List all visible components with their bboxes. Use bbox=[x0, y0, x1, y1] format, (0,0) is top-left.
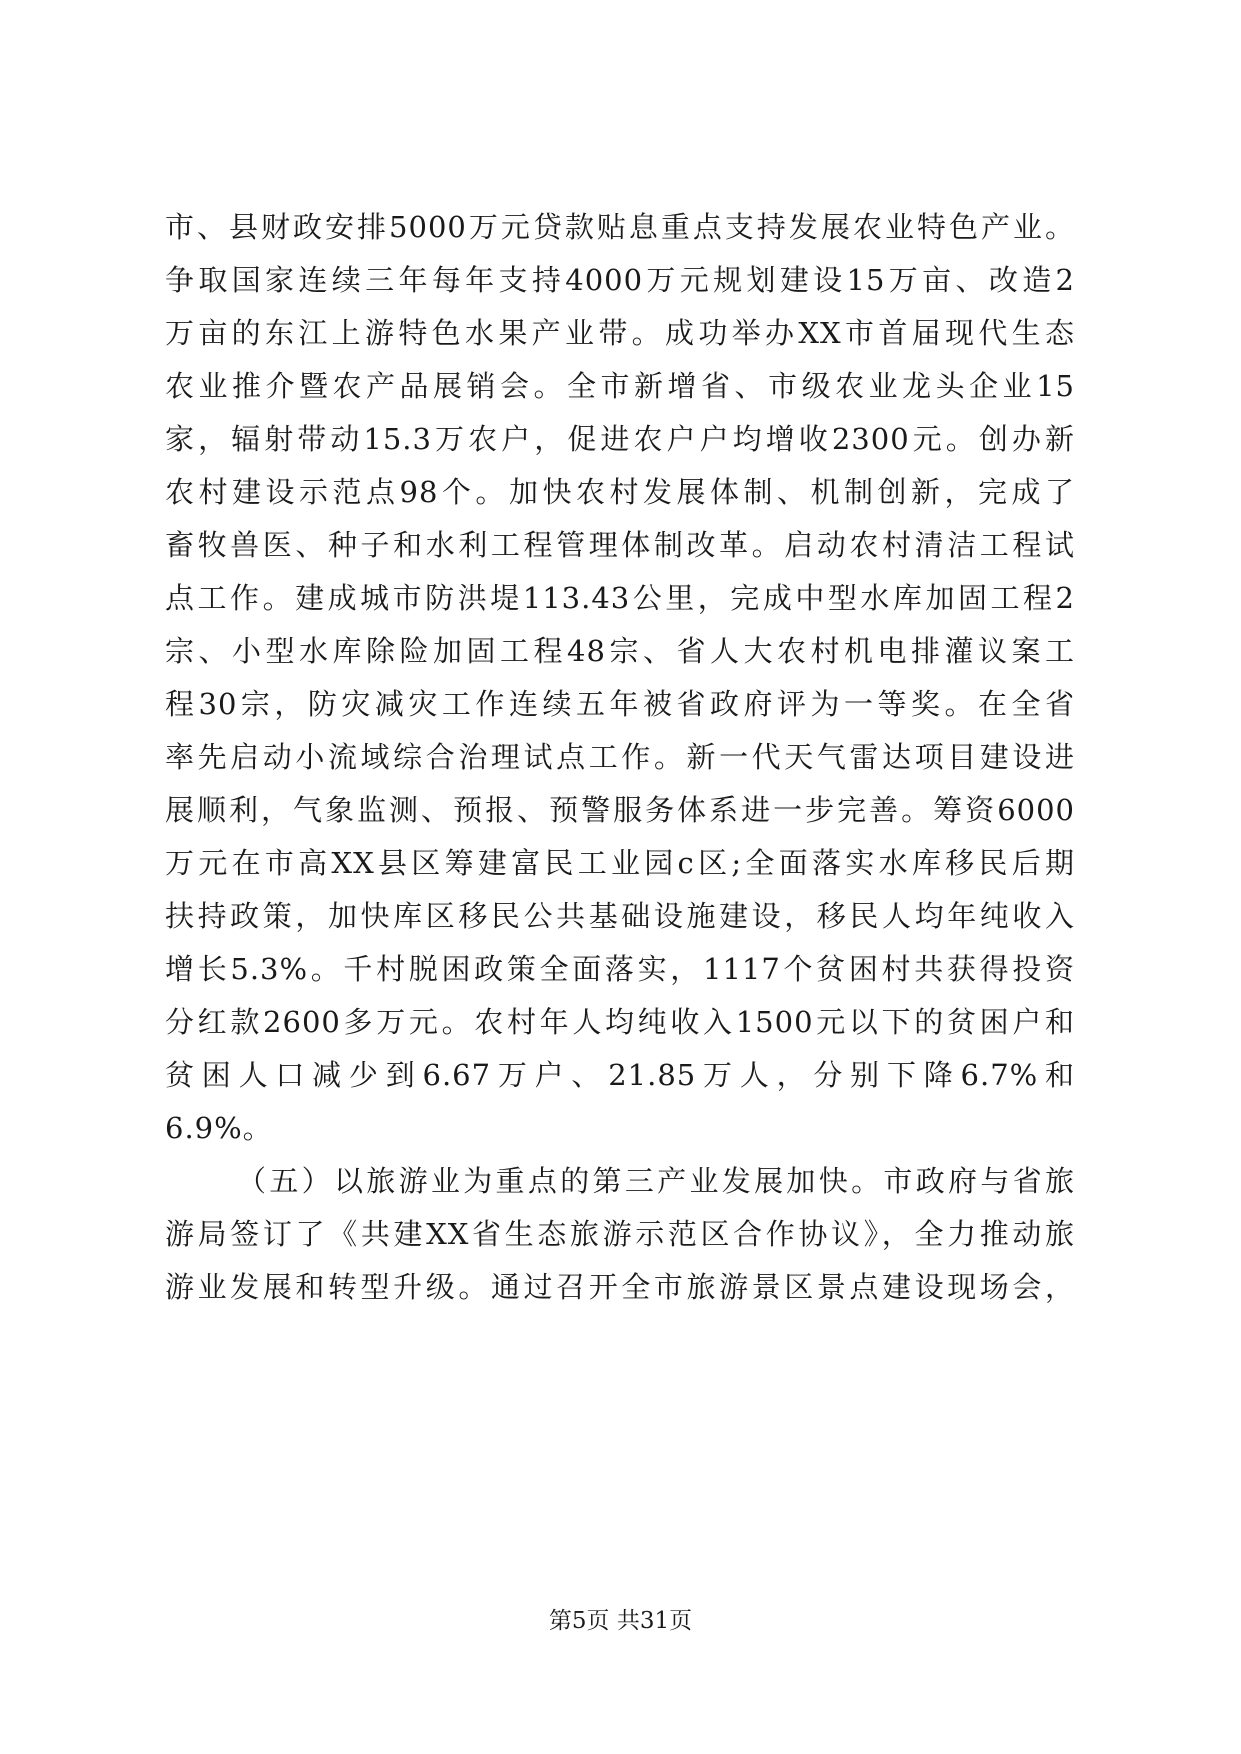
text-line: 农村建设示范点98个。加快农村发展体制、机制创新，完成了 bbox=[165, 475, 1075, 509]
text-line: 万亩的东江上游特色水果产业带。成功举办XX市首届现代生态 bbox=[165, 316, 1075, 350]
text-line: （五）以旅游业为重点的第三产业发展加快。市政府与省旅 bbox=[237, 1164, 1075, 1198]
body-text bbox=[165, 201, 1075, 1314]
text-line: 畜牧兽医、种子和水利工程管理体制改革。启动农村清洁工程试 bbox=[165, 528, 1075, 562]
text-line: 6.9%。 bbox=[165, 1111, 273, 1145]
text-line: 万元在市高XX县区筹建富民工业园c区;全面落实水库移民后期 bbox=[165, 846, 1075, 880]
text-line: 争取国家连续三年每年支持4000万元规划建设15万亩、改造2 bbox=[165, 263, 1075, 297]
text-line: 贫困人口减少到6.67万户、21.85万人，分别下降6.7%和 bbox=[165, 1058, 1075, 1092]
text-line: 农业推介暨农产品展销会。全市新增省、市级农业龙头企业15 bbox=[165, 369, 1075, 403]
text-line: 扶持政策，加快库区移民公共基础设施建设，移民人均年纯收入 bbox=[165, 899, 1075, 933]
text-line: 增长5.3%。千村脱困政策全面落实，1117个贫困村共获得投资 bbox=[165, 952, 1075, 986]
text-line: 展顺利，气象监测、预报、预警服务体系进一步完善。筹资6000 bbox=[165, 793, 1075, 827]
text-line: 游局签订了《共建XX省生态旅游示范区合作协议》，全力推动旅 bbox=[165, 1217, 1075, 1251]
paragraph-1 bbox=[165, 201, 1075, 1155]
text-line: 率先启动小流域综合治理试点工作。新一代天气雷达项目建设进 bbox=[165, 740, 1075, 774]
page-number-label: 第5页 共31页 bbox=[548, 1608, 693, 1634]
paragraph-2 bbox=[165, 1155, 1075, 1314]
text-line: 程30宗，防灾减灾工作连续五年被省政府评为一等奖。在全省 bbox=[165, 687, 1075, 721]
text-line: 宗、小型水库除险加固工程48宗、省人大农村机电排灌议案工 bbox=[165, 634, 1075, 668]
text-line: 游业发展和转型升级。通过召开全市旅游景区景点建设现场会， bbox=[165, 1270, 1075, 1304]
page-footer bbox=[0, 1606, 1241, 1636]
text-line: 家，辐射带动15.3万农户，促进农户户均增收2300元。创办新 bbox=[165, 422, 1075, 456]
text-line: 点工作。建成城市防洪堤113.43公里，完成中型水库加固工程2 bbox=[165, 581, 1075, 615]
text-line: 市、县财政安排5000万元贷款贴息重点支持发展农业特色产业。 bbox=[165, 210, 1075, 244]
text-line: 分红款2600多万元。农村年人均纯收入1500元以下的贫困户和 bbox=[165, 1005, 1075, 1039]
